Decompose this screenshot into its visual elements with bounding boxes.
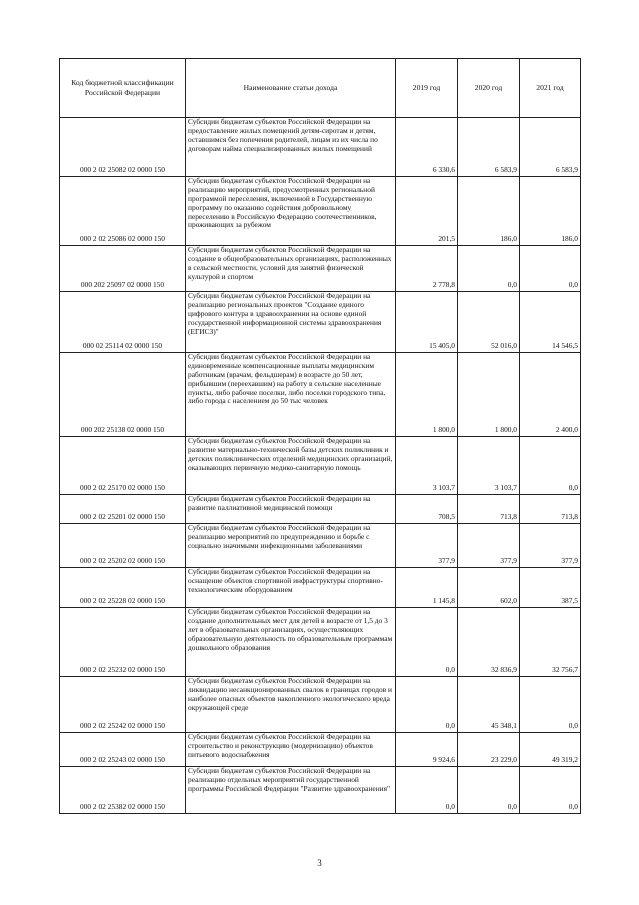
table-row <box>60 608 581 677</box>
code-cell: 000 2 02 25243 02 0000 150 <box>60 733 186 767</box>
table-row <box>60 353 581 437</box>
header-2020: 2020 год <box>458 59 520 118</box>
table-row <box>60 568 581 608</box>
value-2020-cell: 713,8 <box>458 495 520 524</box>
value-2020-cell: 186,0 <box>458 177 520 246</box>
name-cell: Субсидии бюджетам субъектов Российской Федерации на строительство и реконструкцию (модернизацию) объектов питьевого водоснабжения <box>186 733 396 767</box>
value-2021-cell: 49 319,2 <box>520 733 581 767</box>
header-name: Наименование статьи дохода <box>186 59 396 118</box>
value-2020-cell: 0,0 <box>458 246 520 292</box>
table-row <box>60 177 581 246</box>
value-2020-cell: 3 103,7 <box>458 437 520 495</box>
value-2019-cell: 15 405,0 <box>396 292 458 353</box>
code-cell: 000 2 02 25242 02 0000 150 <box>60 677 186 733</box>
value-2019-cell: 201,5 <box>396 177 458 246</box>
code-cell: 000 202 25097 02 0000 150 <box>60 246 186 292</box>
value-2021-cell: 0,0 <box>520 677 581 733</box>
table-row <box>60 292 581 353</box>
table-row <box>60 524 581 568</box>
value-2019-cell: 708,5 <box>396 495 458 524</box>
code-cell: 000 2 02 25082 02 0000 150 <box>60 118 186 177</box>
value-2020-cell: 0,0 <box>458 767 520 814</box>
value-2021-cell: 0,0 <box>520 437 581 495</box>
code-cell: 000 2 02 25232 02 0000 150 <box>60 608 186 677</box>
table-row <box>60 437 581 495</box>
value-2020-cell: 377,9 <box>458 524 520 568</box>
value-2019-cell: 377,9 <box>396 524 458 568</box>
value-2021-cell: 0,0 <box>520 767 581 814</box>
value-2019-cell: 0,0 <box>396 608 458 677</box>
table-header-row <box>60 59 581 118</box>
name-cell: Субсидии бюджетам субъектов Российской Федерации на развитие паллиативной медицинской помощи <box>186 495 396 524</box>
table-row <box>60 767 581 814</box>
table-row <box>60 495 581 524</box>
value-2021-cell: 387,5 <box>520 568 581 608</box>
value-2019-cell: 6 330,6 <box>396 118 458 177</box>
name-cell: Субсидии бюджетам субъектов Российской Федерации на оснащение объектов спортивной инфраструктуры спортивно-технологическим оборудованием <box>186 568 396 608</box>
value-2019-cell: 1 800,0 <box>396 353 458 437</box>
value-2019-cell: 2 778,8 <box>396 246 458 292</box>
value-2020-cell: 23 229,0 <box>458 733 520 767</box>
value-2021-cell: 186,0 <box>520 177 581 246</box>
table-row <box>60 246 581 292</box>
code-cell: 000 2 02 25202 02 0000 150 <box>60 524 186 568</box>
name-cell: Субсидии бюджетам субъектов Российской Федерации на ликвидацию несанкционированных свалок в границах городов и наиболее опасных объектов накопленного экологического вреда окружающей среде <box>186 677 396 733</box>
table-row <box>60 733 581 767</box>
code-cell: 000 2 02 25228 02 0000 150 <box>60 568 186 608</box>
revenue-table <box>59 58 581 814</box>
header-code: Код бюджетной классификации Российской Федерации <box>60 59 186 118</box>
code-cell: 000 2 02 25170 02 0000 150 <box>60 437 186 495</box>
code-cell: 000 202 25138 02 0000 150 <box>60 353 186 437</box>
name-cell: Субсидии бюджетам субъектов Российской Федерации на реализацию отдельных мероприятий государственной программы Российской Федерации "Развитие здравоохранения" <box>186 767 396 814</box>
name-cell: Субсидии бюджетам субъектов Российской Федерации на единовременные компенсационные выплаты медицинским работникам (врачам, фельдшерам) в возрасте до 50 лет, прибывшим (переехавшим) на работу в сельские населенные пункты, либо рабочие поселки, либо поселки городского типа, либо города с населением до 50 тыс человек <box>186 353 396 437</box>
value-2021-cell: 2 400,0 <box>520 353 581 437</box>
header-2019: 2019 год <box>396 59 458 118</box>
value-2020-cell: 45 348,1 <box>458 677 520 733</box>
value-2020-cell: 6 583,9 <box>458 118 520 177</box>
value-2021-cell: 713,8 <box>520 495 581 524</box>
code-cell: 000 2 02 25086 02 0000 150 <box>60 177 186 246</box>
code-cell: 000 2 02 25382 02 0000 150 <box>60 767 186 814</box>
table-row <box>60 677 581 733</box>
value-2019-cell: 1 145,8 <box>396 568 458 608</box>
name-cell: Субсидии бюджетам субъектов Российской Федерации на реализацию мероприятий, предусмотренных региональной программой переселения, включенной в Государственную программу по оказанию содействия добровольному переселению в Российскую Федерацию соотечественников, проживающих за рубежом <box>186 177 396 246</box>
value-2021-cell: 0,0 <box>520 246 581 292</box>
code-cell: 000 02 25114 02 0000 150 <box>60 292 186 353</box>
value-2019-cell: 3 103,7 <box>396 437 458 495</box>
name-cell: Субсидии бюджетам субъектов Российской Федерации на развитие материально-технической базы детских поликлиник и детских поликлинических отделений медицинских организаций, оказывающих первичную медико-санитарную помощь <box>186 437 396 495</box>
value-2021-cell: 14 546,5 <box>520 292 581 353</box>
value-2021-cell: 32 756,7 <box>520 608 581 677</box>
value-2019-cell: 0,0 <box>396 767 458 814</box>
name-cell: Субсидии бюджетам субъектов Российской Федерации на предоставление жилых помещений детям-сиротам и детям, оставшимся без попечения родителей, лицам из их числа по договорам найма специализированных жилых помещений <box>186 118 396 177</box>
name-cell: Субсидии бюджетам субъектов Российской Федерации на реализацию региональных проектов "Создание единого цифрового контура в здравоохранении на основе единой государственной информационной системы здравоохранения (ЕГИСЗ)" <box>186 292 396 353</box>
table-row <box>60 118 581 177</box>
value-2021-cell: 377,9 <box>520 524 581 568</box>
value-2020-cell: 52 016,0 <box>458 292 520 353</box>
name-cell: Субсидии бюджетам субъектов Российской Федерации на создание дополнительных мест для детей в возрасте от 1,5 до 3 лет в образовательных организациях, осуществляющих образовательную деятельность по образовательным программам дошкольного образования <box>186 608 396 677</box>
code-cell: 000 2 02 25201 02 0000 150 <box>60 495 186 524</box>
name-cell: Субсидии бюджетам субъектов Российской Федерации на реализацию мероприятий по предупреждению и борьбе с социально значимыми инфекционными заболеваниями <box>186 524 396 568</box>
value-2020-cell: 1 800,0 <box>458 353 520 437</box>
value-2020-cell: 32 836,9 <box>458 608 520 677</box>
name-cell: Субсидии бюджетам субъектов Российской Федерации на создание в общеобразовательных организациях, расположенных в сельской местности, условий для занятий физической культурой и спортом <box>186 246 396 292</box>
page-number: 3 <box>317 858 322 868</box>
value-2019-cell: 9 924,6 <box>396 733 458 767</box>
value-2020-cell: 602,0 <box>458 568 520 608</box>
value-2019-cell: 0,0 <box>396 677 458 733</box>
header-2021: 2021 год <box>520 59 581 118</box>
value-2021-cell: 6 583,9 <box>520 118 581 177</box>
